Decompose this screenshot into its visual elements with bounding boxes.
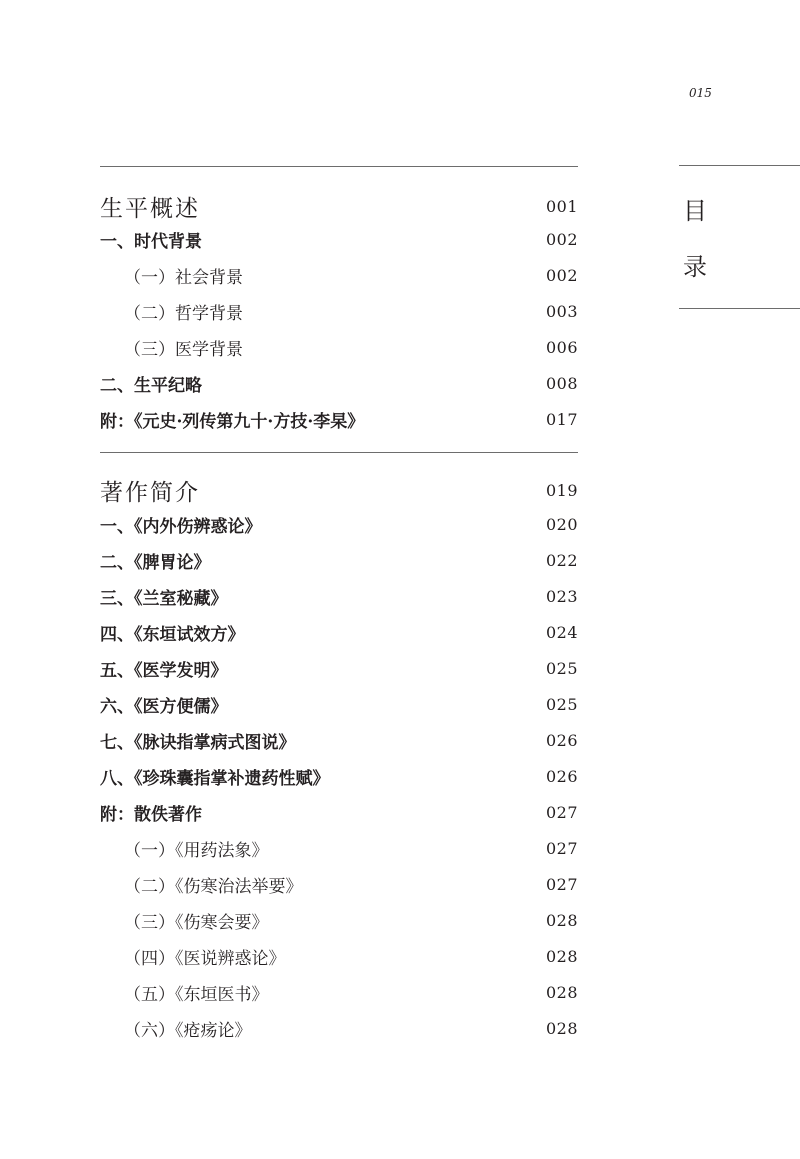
toc-entry[interactable]	[100, 547, 578, 573]
toc-entry[interactable]	[100, 655, 578, 681]
section-divider	[100, 166, 578, 167]
toc-entry[interactable]	[100, 871, 578, 897]
toc-entry-label: （四）《医说辨惑论》	[124, 948, 286, 969]
toc-title-top-rule	[679, 165, 800, 166]
toc-side-title	[679, 165, 800, 309]
toc-entry[interactable]	[100, 943, 578, 969]
toc-entry-page: 006	[545, 337, 578, 357]
toc-title-char-2: 录	[683, 253, 707, 281]
toc-entry[interactable]	[100, 370, 578, 396]
toc-entry-page: 026	[545, 766, 578, 786]
toc-entry-label: 二、生平纪略	[100, 375, 202, 396]
section-divider	[100, 452, 578, 453]
toc-entry-label: （三）医学背景	[124, 339, 243, 360]
section-heading[interactable]	[100, 477, 578, 506]
toc-entry-label: 五、《医学发明》	[100, 660, 228, 681]
toc-entry-label: （六）《疮疡论》	[124, 1020, 252, 1041]
toc-entry[interactable]	[100, 907, 578, 933]
toc-entry-page: 028	[545, 982, 578, 1002]
toc-entry-label: （一）社会背景	[124, 267, 243, 288]
toc-entry-page: 026	[545, 730, 578, 750]
toc-entry[interactable]	[100, 583, 578, 609]
toc-entry-label: 三、《兰室秘藏》	[100, 588, 228, 609]
toc-entry[interactable]	[100, 1015, 578, 1041]
toc-entry[interactable]	[100, 727, 578, 753]
toc-entry-page: 003	[545, 301, 578, 321]
toc-entry-page: 028	[545, 910, 578, 930]
toc-title-bottom-rule	[679, 308, 800, 309]
toc-entry-label: 一、时代背景	[100, 231, 202, 252]
toc-entry[interactable]	[100, 226, 578, 252]
toc-entry[interactable]	[100, 298, 578, 324]
toc-entry-page: 025	[545, 658, 578, 678]
toc-entry-label: 七、《脉诀指掌病式图说》	[100, 732, 296, 753]
toc-entry[interactable]	[100, 799, 578, 825]
toc-entry[interactable]	[100, 511, 578, 537]
toc-entry-page: 020	[545, 514, 578, 534]
toc-entry[interactable]	[100, 334, 578, 360]
toc-title-char-1: 目	[683, 197, 707, 225]
toc-entry-page: 008	[545, 373, 578, 393]
toc-entry-page: 027	[545, 802, 578, 822]
toc-entry-page: 027	[545, 838, 578, 858]
toc-entry[interactable]	[100, 691, 578, 717]
toc-entry[interactable]	[100, 619, 578, 645]
toc-entry-label: 六、《医方便儒》	[100, 696, 228, 717]
section-heading-page: 019	[545, 480, 578, 500]
section-heading[interactable]	[100, 193, 578, 222]
toc-entry[interactable]	[100, 763, 578, 789]
section-heading-page: 001	[545, 196, 578, 216]
page-number: 015	[689, 86, 712, 100]
toc-entry-page: 002	[545, 265, 578, 285]
toc-entry-page: 028	[545, 1018, 578, 1038]
section-heading-label: 生平概述	[100, 195, 200, 222]
toc-entry[interactable]	[100, 835, 578, 861]
toc-entry-label: 附：散佚著作	[100, 804, 202, 825]
toc-entry-page: 024	[545, 622, 578, 642]
toc-entry-label: 八、《珍珠囊指掌补遗药性赋》	[100, 768, 330, 789]
toc-entry-label: 四、《东垣试效方》	[100, 624, 245, 645]
toc-entry-page: 023	[545, 586, 578, 606]
toc-entry-page: 025	[545, 694, 578, 714]
section-heading-label: 著作简介	[100, 479, 200, 506]
toc-entry-page: 017	[545, 409, 578, 429]
toc-entry-label: （二）《伤寒治法举要》	[124, 876, 303, 897]
toc-entry-page: 028	[545, 946, 578, 966]
toc-entry[interactable]	[100, 406, 578, 432]
toc-entry-label: 附：《元史·列传第九十·方技·李杲》	[100, 411, 365, 432]
toc-entry[interactable]	[100, 979, 578, 1005]
toc-entry-label: （三）《伤寒会要》	[124, 912, 269, 933]
toc-entry[interactable]	[100, 262, 578, 288]
toc-entry-label: （五）《东垣医书》	[124, 984, 269, 1005]
toc-entry-label: 一、《内外伤辨惑论》	[100, 516, 262, 537]
toc-entry-label: （一）《用药法象》	[124, 840, 269, 861]
toc-entry-page: 022	[545, 550, 578, 570]
toc-entry-label: 二、《脾胃论》	[100, 552, 211, 573]
toc-entry-label: （二）哲学背景	[124, 303, 243, 324]
toc-entry-page: 002	[545, 229, 578, 249]
toc-entry-page: 027	[545, 874, 578, 894]
